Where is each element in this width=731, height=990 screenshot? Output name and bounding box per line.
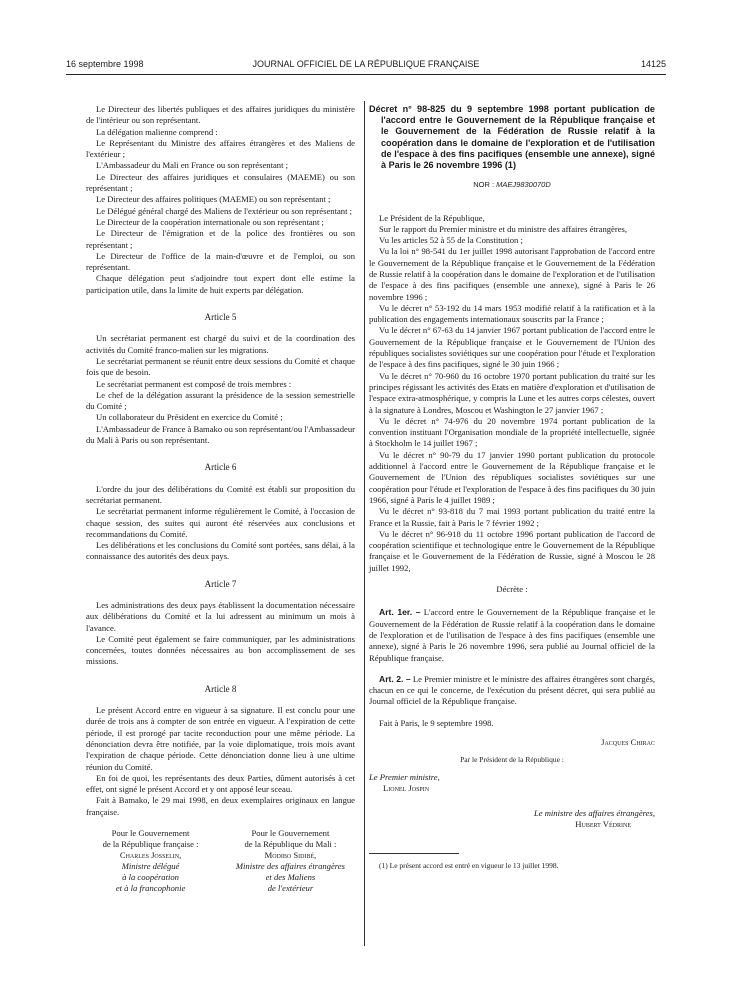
paragraph: Le Directeur des affaires juridiques et consulaires (MAEME) ou son représentant ;: [86, 171, 355, 194]
fait-a-paris: Fait à Paris, le 9 septembre 1998.: [379, 717, 494, 728]
paragraph: Les administrations des deux pays établissent la documentation nécessaire aux délibérations du Comité et la lui adressent au minimum un mois à l'avance.: [86, 599, 355, 633]
signatory-title: et à la francophonie: [115, 883, 186, 894]
paragraph: Le Directeur de l'office de la main-d'œuvre et de l'emploi, ou son représentant.: [86, 250, 355, 273]
article-6-heading: Article 6: [204, 462, 237, 473]
footnote: (1) Le présent accord est entré en vigueur le 13 juillet 1998.: [379, 860, 559, 870]
article-1-text: L'accord entre le Gouvernement de la République française et le Gouvernement de la Fédération de Russie relatif à la coopération dans le domaine de l'exploration et de l'utilisation de l'espace à des fins pacifiques (ensemble une annexe), signé à Paris le 26 novembre 1996, sera publié au Journal officiel de la République française.: [369, 607, 656, 663]
paragraph: Le Directeur de la coopération internationale ou son représentant ;: [96, 216, 324, 227]
paragraph: Chaque délégation peut s'adjoindre tout expert dont elle estime la participation utile, dans la limite de huit experts par délégation.: [86, 273, 355, 295]
paragraph: Le Directeur des affaires politiques (MAEME) ou son représentant ;: [96, 194, 331, 205]
article-2: [369, 674, 655, 708]
right-column: [369, 104, 655, 871]
paragraph: Le Représentant du Ministre des affaires étrangères et des Maliens de l'extérieur ;: [86, 137, 355, 160]
paragraph: Vu le décret n° 96-918 du 11 octobre 1996 portant publication de l'accord de coopération scientifique et technologique entre le Gouvernement de la République française et le Gouvernement de la Fédération de Russie, signé à Moscou le 28 juillet 1992,: [369, 528, 655, 573]
paragraph: Vu le décret n° 90-79 du 17 janvier 1990 portant publication du protocole additionnel à l'accord entre le Gouvernement de la République française et le Gouvernement de l'Union des républiques socialistes soviétiques sur une coopération pour l'étude et l'exploration de l'espace à des fins pacifiques du 30 juin 1966, signé à Paris le 4 juillet 1989 ;: [369, 449, 655, 505]
header-date: 16 septembre 1998: [66, 59, 144, 69]
article-7-heading: Article 7: [204, 578, 237, 589]
paragraph: Le secrétariat permanent se réunit entre deux sessions du Comité et chaque fois que de besoin.: [86, 355, 355, 378]
paragraph: Le Directeur des libertés publiques et des affaires juridiques du ministère de l'intérieur ou son représentant.: [86, 104, 355, 126]
header-rule: [66, 74, 666, 75]
paragraph: Sur le rapport du Premier ministre et du ministre des affaires étrangères,: [379, 223, 628, 234]
article-1: [369, 607, 655, 663]
header-page-number: 14125: [640, 59, 666, 69]
article-2-text: Le Premier ministre et le ministre des affaires étrangères sont chargés, chacun en ce qui le concerne, de l'exécution du présent décret, qui sera publié au Journal officiel de la République française.: [369, 673, 655, 707]
nor-reference: [369, 179, 655, 190]
paragraph: L'Ambassadeur de France à Bamako ou son représentant/ou l'Ambassadeur du Mali à Paris ou son représentant.: [86, 423, 355, 446]
mae-title: Le ministre des affaires étrangères,: [533, 808, 655, 819]
paragraph: Le Délégué général chargé des Maliens de l'extérieur ou son représentant ;: [96, 205, 352, 216]
paragraph: Un collaborateur du Président en exercice du Comité ;: [96, 412, 283, 423]
page-header: [66, 59, 666, 73]
paragraph: En foi de quoi, les représentants des deux Parties, dûment autorisés à cet effet, ont signé le présent Accord et y ont apposé leur sceau.: [86, 772, 355, 795]
signatory-name: Modibo Sidibé,: [264, 850, 317, 861]
article-5-heading: Article 5: [204, 312, 237, 323]
nor-label: NOR :: [473, 180, 495, 190]
signature-france: [86, 828, 215, 894]
paragraph: L'Ambassadeur du Mali en France ou son représentant ;: [96, 160, 288, 171]
paragraph: Vu le décret n° 70-960 du 16 octobre 1970 portant publication du traité sur les principes régissant les activités des Etats en matière d'exploration et d'utilisation de l'espace extra-atmosphérique, y compris la Lune et les autres corps célestes, ouvert à la signature à Londres, Moscou et Washington le 27 janvier 1967 ;: [369, 370, 655, 415]
paragraph: Vu le décret n° 53-192 du 14 mars 1953 modifié relatif à la ratification et à la publication des engagements internationaux souscrits par la France ;: [369, 302, 655, 325]
paragraph: Les délibérations et les conclusions du Comité sont portées, sans délai, à la connaissance des autorités des deux pays.: [86, 540, 355, 562]
article-1-label: Art. 1er. –: [379, 607, 421, 618]
president-signature: Jacques Chirac: [601, 736, 655, 747]
signature-line: de la République du Mali :: [244, 839, 337, 850]
signature-line: Pour le Gouvernement: [251, 828, 330, 839]
paragraph: Le Directeur de l'émigration et de la police des frontières ou son représentant ;: [86, 228, 355, 250]
paragraph: Le secrétariat permanent est composé de trois membres :: [96, 378, 292, 389]
signature-mali: [226, 828, 355, 894]
signatory-title: Ministre délégué: [121, 861, 180, 872]
article-8-heading: Article 8: [204, 683, 237, 694]
paragraph: Vu le décret n° 74-976 du 20 novembre 1974 portant publication de la convention instituant l'Organisation mondiale de la propriété intellectuelle, signée à Stockholm le 14 juillet 1967 ;: [369, 415, 655, 449]
decree-title-text: Décret n° 98-825 du 9 septembre 1998 portant publication de l'accord entre le Gouvernement de la République française et le Gouvernement de la Fédération de Russie relatif à la coopération dans le domaine de l'exploration et de l'utilisation de l'espace à des fins pacifiques (ensemble une annexe), signé à Paris le 26 novembre 1996 (1): [369, 104, 655, 171]
signatory-title: de l'extérieur: [267, 883, 314, 894]
signatory-title: et des Maliens: [265, 872, 316, 883]
paragraph: Vu le décret n° 93-818 du 7 mai 1993 portant publication du traité entre la France et la Russie, fait à Paris le 7 février 1992 ;: [369, 506, 655, 528]
paragraph: Le secrétariat permanent informe régulièrement le Comité, à l'occasion de chaque session, des suites qui auront été réservées aux conclusions et recommandations du Comité.: [86, 506, 355, 539]
paragraph: Vu les articles 52 à 55 de la Constitution ;: [379, 235, 523, 246]
delegation-list: [86, 104, 355, 296]
paragraph: La délégation malienne comprend :: [96, 126, 218, 137]
paragraph: Vu la loi n° 98-541 du 1er juillet 1998 autorisant l'approbation de l'accord entre le Gouvernement de la République française et le Gouvernement de la Fédération de Russie relatif à la coopération dans le domaine de l'exploration et de l'utilisation de l'espace à des fins pacifiques (ensemble une annexe), signé à Paris le 26 novembre 1996 ;: [369, 246, 655, 302]
article-2-label: Art. 2. –: [379, 673, 411, 684]
paragraph: Vu le décret n° 67-63 du 14 janvier 1967 portant publication de l'accord entre le Gouvernement de la République française et le Gouvernement de l'Union des républiques socialistes soviétiques sur une coopération pour l'étude et l'exploration de l'espace à des fins pacifiques, signé le 30 juin 1966 ;: [369, 325, 655, 370]
decree-title: [369, 104, 655, 171]
column-divider: [364, 101, 365, 946]
paragraph: Le Président de la République,: [379, 212, 485, 223]
pm-name: Lionel Jospin: [383, 782, 430, 793]
pm-title: Le Premier ministre,: [369, 771, 440, 782]
header-journal-title: JOURNAL OFFICIEL DE LA RÉPUBLIQUE FRANÇAISE: [252, 59, 480, 69]
signatory-title: Ministre des affaires étrangères: [235, 861, 345, 872]
mae-name: Hubert Védrine: [575, 819, 631, 830]
paragraph: Un secrétariat permanent est chargé du suivi et de la coordination des activités du Comité franco-malien sur les migrations.: [86, 333, 355, 355]
signatory-name: Charles Josselin,: [119, 850, 182, 861]
paragraph: Fait à Bamako, le 29 mai 1998, en deux exemplaires originaux en langue française.: [86, 795, 355, 817]
decrete-heading: Décrète :: [496, 584, 528, 595]
par-le-president: Par le Président de la République :: [460, 755, 564, 765]
paragraph: Le chef de la délégation assurant la présidence de la session semestrielle du Comité ;: [86, 389, 355, 412]
paragraph: Le Comité peut également se faire communiquer, par les administrations concernées, toutes données nécessaires au bon accomplissement de ses missions.: [86, 633, 355, 667]
signatory-title: à la coopération: [122, 872, 179, 883]
accord-signatures: [86, 828, 355, 894]
paragraph: L'ordre du jour des délibérations du Comité est établi sur proposition du secrétariat permanent.: [86, 483, 355, 505]
footnote-rule: [369, 853, 459, 854]
paragraph: Le présent Accord entre en vigueur à sa signature. Il est conclu pour une durée de trois ans à compter de son entrée en vigueur. A l'expiration de cette période, il est prorogé par tacite reconduction pour une même période. La dénonciation devra être notifiée, par la voie diplomatique, trois mois avant l'expiration de chaque période. Cette dénonciation donne lieu à une ultime réunion du Comité.: [86, 705, 355, 772]
signature-line: Pour le Gouvernement: [111, 828, 190, 839]
left-column: [86, 104, 355, 894]
signature-line: de la République française :: [102, 839, 199, 850]
nor-code: MAEJ9830070D: [496, 180, 551, 190]
